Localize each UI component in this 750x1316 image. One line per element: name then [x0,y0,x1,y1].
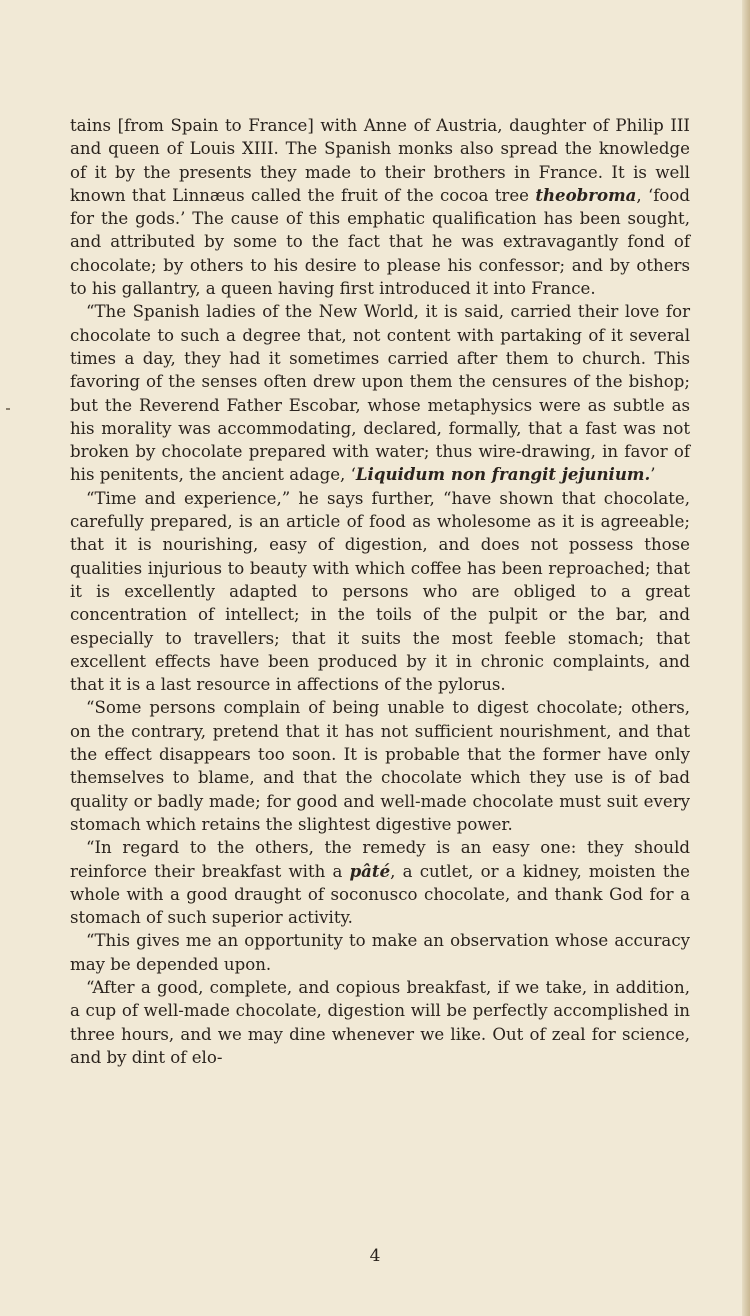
italic-term: pâté [349,860,391,881]
page-edge-shadow [742,0,750,1316]
body-text [70,114,690,1069]
text-run: “Some persons complain of being unable to digest chocolate; others, on the contrary, pretend that it has not sufficient nourishment, and that the effect disappears too soon. It is probable that the former have only themselves to blame, and that the chocolate which they use is of bad quality or badly made; for good and well-made chocolate must suit every stomach which retains the slightest digestive power. [70,698,690,834]
text-run: tains [from Spain to France] with Anne of Austria, daughter of Philip III and queen of Louis XIII. The Spanish monks also spread the knowledge of it by the presents they made to their brothers in France. It is well known that Linnæus called the fruit of the cocoa tree [70,116,690,205]
paragraph-1 [70,114,690,300]
text-run: “In regard to the others, the remedy is an easy one: they should reinforce their breakfast with a [70,838,690,881]
paragraph-7 [70,976,690,1069]
text-run: “This gives me an opportunity to make an observation whose accuracy may be depended upon. [70,931,690,974]
italic-quote: Liquidum non frangit jejunium. [355,464,651,485]
paragraph-6 [70,929,690,976]
text-run: “After a good, complete, and copious breakfast, if we take, in addition, a cup of well-made chocolate, digestion will be perfectly accomplished in three hours, and we may dine whenever we like. Out of zeal for science, and by dint of elo- [70,977,690,1067]
text-run: ’ [650,465,656,485]
paragraph-3 [70,487,690,697]
text-run: , ‘food for the gods.’ The cause of this emphatic qualification has been sought, and attributed by some to the fact that he was extravagantly fond of chocolate; by others to his desire to please his confessor; and by others to his gallantry, a queen having first introduced it into France. [70,185,690,299]
paragraph-4 [70,696,690,836]
margin-mark [6,408,10,410]
text-run: “Time and experience,” he says further, “have shown that chocolate, carefully prepared, is an article of food as wholesome as it is agreeable; that it is nourishing, easy of digestion, and does not possess those qualities injurious to beauty with which coffee has been reproached; that it is excellently adapted to persons who are obliged to a great concentration of intellect; in the toils of the pulpit or the bar, and especially to travellers; that it suits the most feeble stomach; that excellent effects have been produced by it in chronic complaints, and that it is a last resource in affections of the pylorus. [70,488,690,695]
paragraph-2 [70,300,690,486]
paragraph-5 [70,836,690,929]
page-number: 4 [369,1246,381,1266]
text-run: “The Spanish ladies of the New World, it is said, carried their love for chocolate to such a degree that, not content with partaking of it several times a day, they had it sometimes carried after them to church. This favoring of the senses often drew upon them the censures of the bishop; but the Reverend Father Escobar, whose metaphysics were as subtle as his morality was accommodating, declared, formally, that a fast was not broken by chocolate prepared with water; thus wire-drawing, in favor of his penitents, the ancient adage, ‘ [70,302,690,485]
italic-term: theobroma [535,184,637,205]
text-run: , a cutlet, or a kidney, moisten the whole with a good draught of soconusco chocolate, and thank God for a stomach of such superior activity. [70,861,690,928]
